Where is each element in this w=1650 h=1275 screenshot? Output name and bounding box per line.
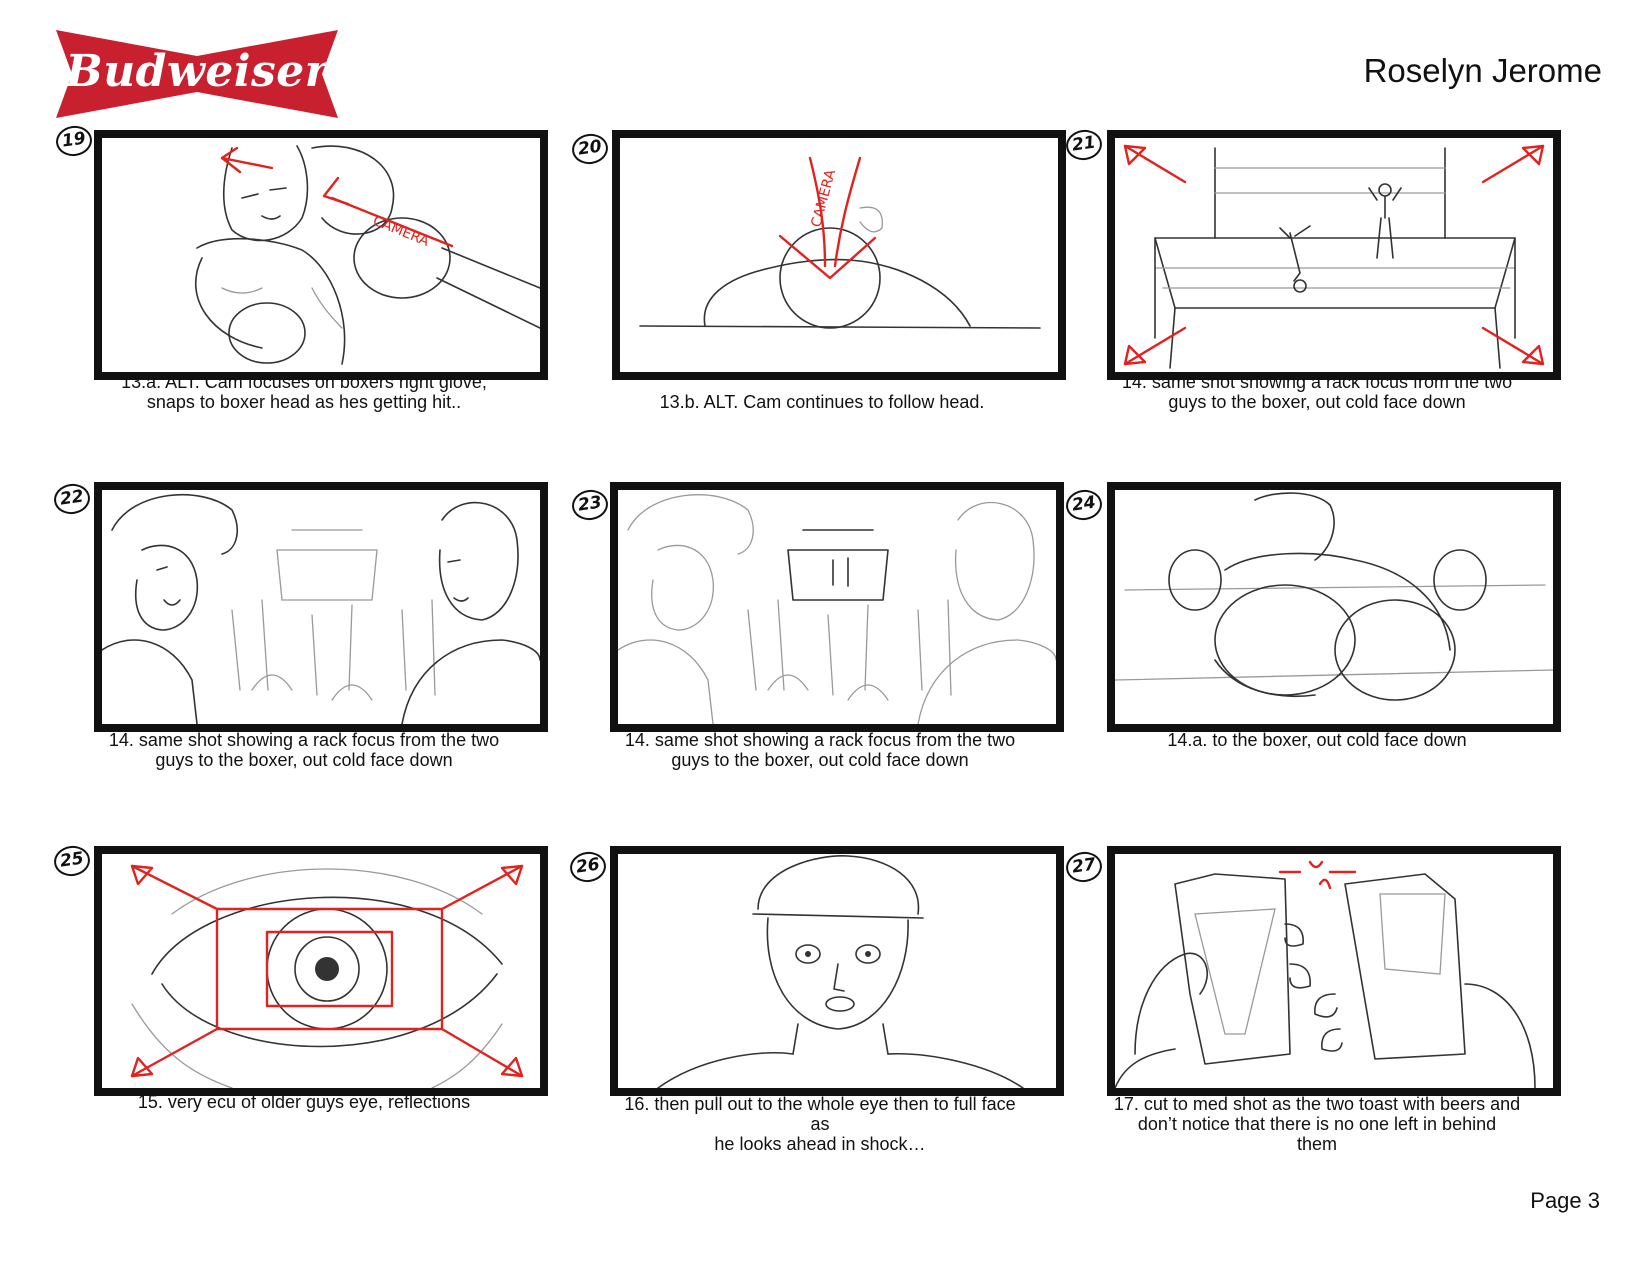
beer-toast-sketch xyxy=(1115,854,1553,1088)
caption-line: guys to the boxer, out cold face down xyxy=(1168,392,1466,412)
storyboard-panel-20 xyxy=(612,130,1066,380)
caption-line: 15. very ecu of older guys eye, reflections xyxy=(137,1092,471,1112)
panel-number-badge: 20 xyxy=(570,132,610,167)
camera-annotation: CAMERA xyxy=(370,212,432,250)
two-guys-rack-focus-sketch xyxy=(618,490,1056,724)
caption-line: 16. then pull out to the whole eye then to full face xyxy=(624,1094,1016,1114)
panel-caption xyxy=(1090,730,1544,750)
eye-extreme-close-up-sketch xyxy=(102,854,540,1088)
boxer-face-down-sketch xyxy=(1115,490,1553,724)
storyboard-panel-25 xyxy=(94,846,548,1096)
caption-line: 14.a. to the boxer, out cold face down xyxy=(1167,730,1467,750)
logo-wordmark: Budweiser xyxy=(65,46,329,97)
panel-number-badge: 27 xyxy=(1064,850,1104,885)
panel-number-badge: 23 xyxy=(570,488,610,523)
panel-number-badge: 19 xyxy=(54,124,94,159)
panel-number-badge: 26 xyxy=(568,850,608,885)
panel-number-badge: 21 xyxy=(1064,128,1104,163)
caption-line: 14. same shot showing a rack focus from the two xyxy=(108,730,500,750)
storyboard-panel-19 xyxy=(94,130,548,380)
page-number: Page 3 xyxy=(1530,1188,1600,1213)
caption-line: them xyxy=(1296,1134,1338,1154)
author-name: Roselyn Jerome xyxy=(1363,52,1602,89)
back-of-head-sketch xyxy=(620,138,1058,372)
caption-line: 13.a. ALT. Cam focuses on boxers right glove, xyxy=(121,372,487,392)
storyboard-panel-21 xyxy=(1107,130,1561,380)
storyboard-panel-23 xyxy=(610,482,1064,732)
storyboard-panel-22 xyxy=(94,482,548,732)
boxer-getting-hit-sketch xyxy=(102,138,540,372)
storyboard-panel-27 xyxy=(1107,846,1561,1096)
caption-line: don’t notice that there is no one left in behind xyxy=(1137,1114,1497,1134)
caption-line: he looks ahead in shock… xyxy=(714,1134,926,1154)
camera-annotation: CAMERA xyxy=(808,167,840,230)
budweiser-logo xyxy=(52,28,342,120)
caption-line: as xyxy=(810,1114,830,1134)
panel-caption xyxy=(1090,372,1544,412)
caption-line: snaps to boxer head as hes getting hit.. xyxy=(146,392,462,412)
caption-line: 13.b. ALT. Cam continues to follow head. xyxy=(659,392,985,412)
panel-caption xyxy=(593,1094,1047,1154)
panel-number-badge: 25 xyxy=(52,844,92,879)
panel-number-badge: 22 xyxy=(52,482,92,517)
caption-line: 14. same shot showing a rack focus from the two xyxy=(624,730,1016,750)
panel-caption xyxy=(77,372,531,412)
boxing-ring-wide-sketch xyxy=(1115,138,1553,372)
caption-line: 17. cut to med shot as the two toast with beers and xyxy=(1113,1094,1521,1114)
panel-caption xyxy=(77,1092,531,1112)
panel-caption xyxy=(593,730,1047,770)
storyboard-panel-26 xyxy=(610,846,1064,1096)
panel-number-badge: 24 xyxy=(1064,488,1104,523)
panel-caption xyxy=(1090,1094,1544,1154)
two-guys-ring-background-sketch xyxy=(102,490,540,724)
caption-line: guys to the boxer, out cold face down xyxy=(155,750,453,770)
caption-line: guys to the boxer, out cold face down xyxy=(671,750,969,770)
shocked-face-sketch xyxy=(618,854,1056,1088)
panel-caption xyxy=(595,392,1049,412)
panel-caption xyxy=(77,730,531,770)
storyboard-panel-24 xyxy=(1107,482,1561,732)
caption-line: 14. same shot showing a rack focus from the two xyxy=(1121,372,1513,392)
